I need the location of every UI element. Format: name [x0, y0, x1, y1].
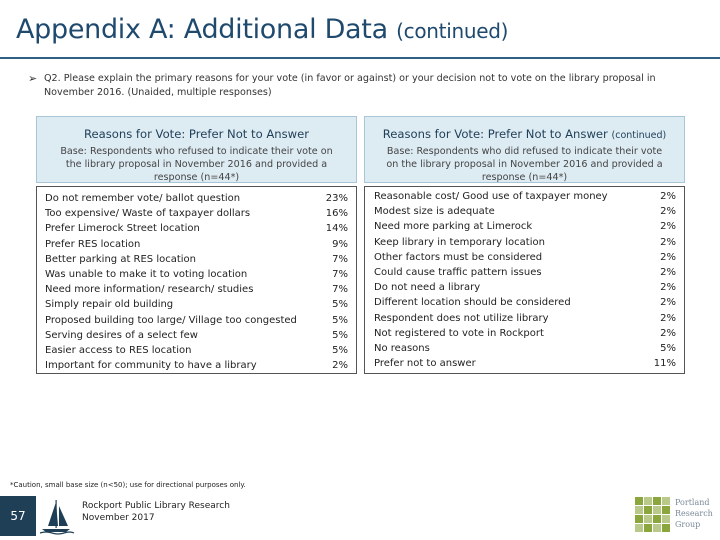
- reason-label: Other factors must be considered: [374, 251, 543, 263]
- logo-line-1: Portland: [675, 498, 710, 507]
- rockport-library-logo-icon: [36, 496, 76, 536]
- list-item: [374, 204, 676, 219]
- left-panel-header: [36, 116, 357, 183]
- reason-percent: 9%: [332, 238, 348, 250]
- logo-line-3: Group: [675, 520, 701, 529]
- right-panel-header: [364, 116, 685, 183]
- list-item: [374, 219, 676, 234]
- footnote: *Caution, small base size (n<50); use for directional purposes only.: [10, 481, 246, 489]
- right-panel-base: Base: Respondents who did refused to indicate their vote on the library proposal in November 2016 and provided a response (n=44*): [386, 146, 663, 183]
- reason-label: Was unable to make it to voting location: [45, 268, 248, 280]
- reason-label: Respondent does not utilize library: [374, 312, 549, 324]
- reason-label: Too expensive/ Waste of taxpayer dollars: [45, 208, 251, 220]
- reason-percent: 11%: [653, 358, 676, 370]
- footer-text: [82, 500, 230, 524]
- question-text: Q2. Please explain the primary reasons for your vote (in favor or against) or your decision not to vote on the library proposal in November 2016. (Unaided, multiple responses): [44, 73, 656, 98]
- portland-research-group-logo: [634, 494, 713, 536]
- right-panel-title: Reasons for Vote: Prefer Not to Answer: [382, 127, 608, 141]
- page-number: 57: [0, 496, 36, 536]
- reason-label: Prefer not to answer: [374, 358, 476, 370]
- reason-percent: 7%: [332, 253, 348, 265]
- reason-percent: 2%: [660, 297, 676, 309]
- reason-label: Keep library in temporary location: [374, 236, 545, 248]
- list-item: [45, 191, 348, 206]
- list-item: [374, 235, 676, 250]
- reason-label: Need more information/ research/ studies: [45, 284, 254, 296]
- right-rows: [374, 189, 676, 371]
- reason-percent: 2%: [660, 251, 676, 263]
- reason-percent: 2%: [660, 327, 676, 339]
- reason-percent: 5%: [332, 299, 348, 311]
- reason-label: Prefer Limerock Street location: [45, 223, 200, 235]
- reason-percent: 5%: [332, 314, 348, 326]
- reason-percent: 5%: [332, 344, 348, 356]
- reason-label: Need more parking at Limerock: [374, 221, 533, 233]
- list-item: [45, 221, 348, 236]
- reason-percent: 7%: [332, 284, 348, 296]
- reason-percent: 2%: [332, 360, 348, 372]
- reason-percent: 2%: [660, 266, 676, 278]
- left-panel-base: Base: Respondents who refused to indicate their vote on the library proposal in November 2016 and provided a response (n=44*): [60, 146, 333, 183]
- list-item: [374, 280, 676, 295]
- list-item: [45, 267, 348, 282]
- reason-label: Proposed building too large/ Village too congested: [45, 314, 297, 326]
- list-item: [374, 311, 676, 326]
- right-panel-title-suffix: (continued): [611, 130, 667, 141]
- left-panel-title: Reasons for Vote: Prefer Not to Answer: [83, 127, 310, 141]
- reason-label: Could cause traffic pattern issues: [374, 266, 542, 278]
- grid-logo-icon: [634, 496, 672, 534]
- reason-percent: 23%: [325, 193, 348, 204]
- reason-percent: 2%: [660, 312, 676, 324]
- reason-percent: 16%: [325, 208, 348, 220]
- list-item: [45, 358, 348, 373]
- list-item: [45, 206, 348, 221]
- footer-line-1: Rockport Public Library Research: [82, 501, 230, 511]
- reason-label: No reasons: [374, 342, 430, 354]
- list-item: [45, 297, 348, 312]
- title-divider: [0, 57, 720, 59]
- list-item: [374, 326, 676, 341]
- list-item: [374, 189, 676, 204]
- reason-percent: 5%: [660, 342, 676, 354]
- list-item: [374, 341, 676, 356]
- reason-label: Better parking at RES location: [45, 253, 197, 265]
- list-item: [45, 343, 348, 358]
- left-panel-list: [36, 186, 357, 374]
- reason-percent: 2%: [660, 221, 676, 233]
- arrow-bullet-icon: ➢: [28, 72, 38, 85]
- page-title: [16, 14, 508, 45]
- reason-percent: 2%: [660, 236, 676, 248]
- reason-label: Simply repair old building: [45, 299, 174, 311]
- reason-percent: 2%: [660, 191, 676, 202]
- reason-label: Not registered to vote in Rockport: [374, 327, 544, 339]
- reason-label: Do not remember vote/ ballot question: [45, 193, 241, 204]
- list-item: [45, 252, 348, 267]
- reason-percent: 14%: [325, 223, 348, 235]
- reason-label: Do not need a library: [374, 282, 481, 294]
- left-rows: [45, 191, 348, 373]
- right-panel-title-wrap: [365, 127, 684, 141]
- reason-percent: 5%: [332, 329, 348, 341]
- list-item: [374, 265, 676, 280]
- logo-line-2: Research: [675, 509, 713, 518]
- reason-label: Easier access to RES location: [45, 344, 192, 356]
- list-item: [45, 328, 348, 343]
- reason-label: Serving desires of a select few: [45, 329, 198, 341]
- page-title-suffix: (continued): [396, 19, 509, 43]
- list-item: [374, 295, 676, 310]
- reason-label: Reasonable cost/ Good use of taxpayer money: [374, 191, 608, 202]
- reason-label: Prefer RES location: [45, 238, 141, 250]
- page-title-main: Appendix A: Additional Data: [16, 14, 388, 45]
- list-item: [45, 237, 348, 252]
- logo-wordmark: [675, 497, 713, 530]
- list-item: [45, 282, 348, 297]
- list-item: [374, 250, 676, 265]
- reason-label: Different location should be considered: [374, 297, 571, 309]
- reason-label: Important for community to have a library: [45, 360, 257, 372]
- reason-label: Modest size is adequate: [374, 206, 495, 218]
- reason-percent: 7%: [332, 268, 348, 280]
- list-item: [374, 356, 676, 371]
- footer-line-2: November 2017: [82, 513, 155, 523]
- reason-percent: 2%: [660, 282, 676, 294]
- list-item: [45, 313, 348, 328]
- reason-percent: 2%: [660, 206, 676, 218]
- right-panel-list: [364, 186, 685, 374]
